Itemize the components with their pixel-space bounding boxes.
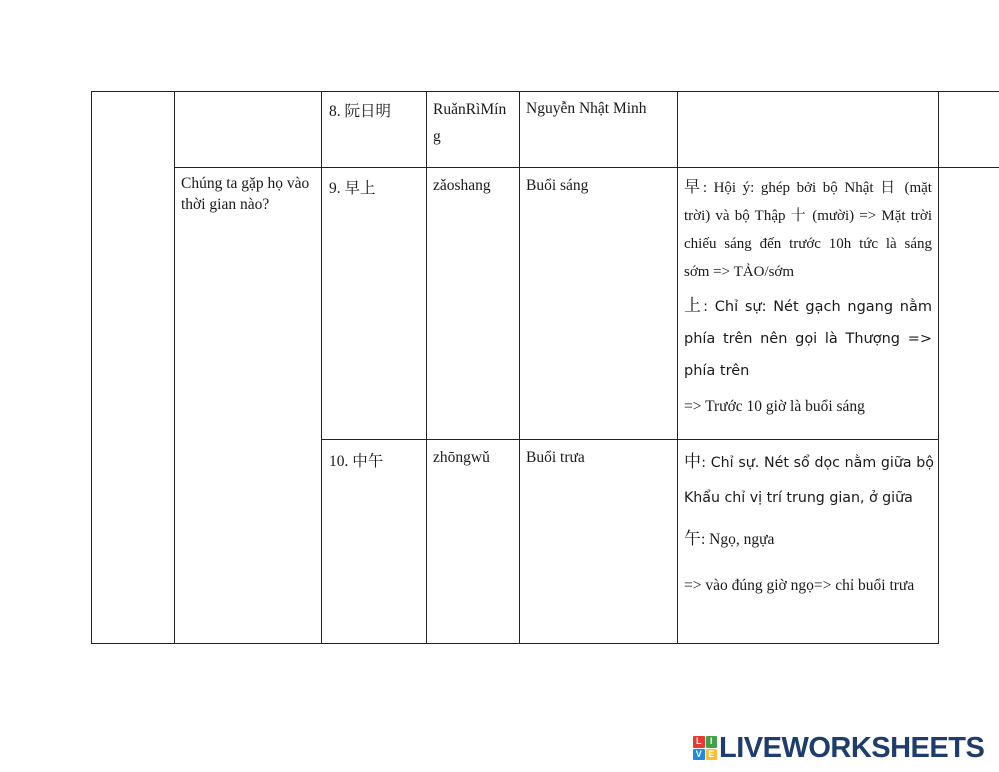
table-col-divider (321, 91, 322, 644)
row2-note-c: => Trước 10 giờ là buổi sáng (684, 398, 865, 415)
table-border-top (91, 91, 999, 92)
table-col-divider (938, 91, 939, 644)
logo-mark-letter: V (693, 749, 705, 761)
row3-note-a-text: : Chỉ sự. Nét sổ dọc nằm giữa bộ Khẩu chỉ vị trí trung gian, ở giữa (684, 455, 934, 506)
row3-note-c: => vào đúng giờ ngọ=> chỉ buổi trưa (684, 577, 915, 594)
row2-note-b-text: : Chỉ sự: Nét gạch ngang nằm phía trên nên gọi là Thượng => phía trên (684, 299, 933, 379)
liveworksheets-logo (693, 733, 984, 763)
hanzi-zao: 早 (684, 177, 703, 196)
row2-question: Chúng ta gặp họ vào thời gian nào? (181, 175, 310, 213)
row2-meaning: Buổi sáng (526, 177, 589, 194)
table-row-divider (321, 439, 938, 440)
row1-number-hanzi: 8. 阮日明 (329, 103, 392, 120)
row2-pinyin: zǎoshang (433, 177, 491, 194)
row3-number-hanzi: 10. 中午 (329, 453, 384, 470)
hanzi-shang: 上 (684, 296, 704, 316)
table-row-divider (174, 167, 999, 168)
logo-mark-letter: I (706, 736, 718, 748)
row2-note-a-text: : Hội ý: ghép bởi bộ Nhật 日 (mặt trời) và bộ Thập 十 (mười) => Mặt trời chiếu sáng đến trước 10h tức là sáng sớm => TẢO/sớm (684, 180, 932, 280)
table-border-bottom (91, 643, 938, 644)
table-col-divider (426, 91, 427, 644)
hanzi-zhong: 中 (684, 452, 702, 472)
row2-number-hanzi: 9. 早上 (329, 180, 376, 197)
table-col-divider (519, 91, 520, 644)
logo-mark-letter: L (693, 736, 705, 748)
row1-meaning: Nguyễn Nhật Minh (526, 100, 647, 117)
hanzi-wu: 午 (684, 529, 701, 549)
liveworksheets-logo-text: LIVEWORKSHEETS (719, 732, 985, 764)
row2-note-a (684, 173, 932, 286)
row3-pinyin: zhōngwǔ (433, 449, 490, 466)
table-col-divider (677, 91, 678, 644)
liveworksheets-logo-mark (693, 736, 717, 760)
row1-pinyin: RuǎnRìMíng (433, 101, 507, 145)
table-col-divider (91, 91, 92, 644)
logo-mark-letter: E (706, 749, 718, 761)
row2-note-b (684, 290, 932, 387)
row3-note-b-text: : Ngọ, ngựa (701, 531, 775, 548)
row3-meaning: Buổi trưa (526, 449, 585, 466)
table-col-divider (174, 91, 175, 644)
row3-note-a (684, 445, 934, 516)
row3-note-b (684, 526, 932, 552)
